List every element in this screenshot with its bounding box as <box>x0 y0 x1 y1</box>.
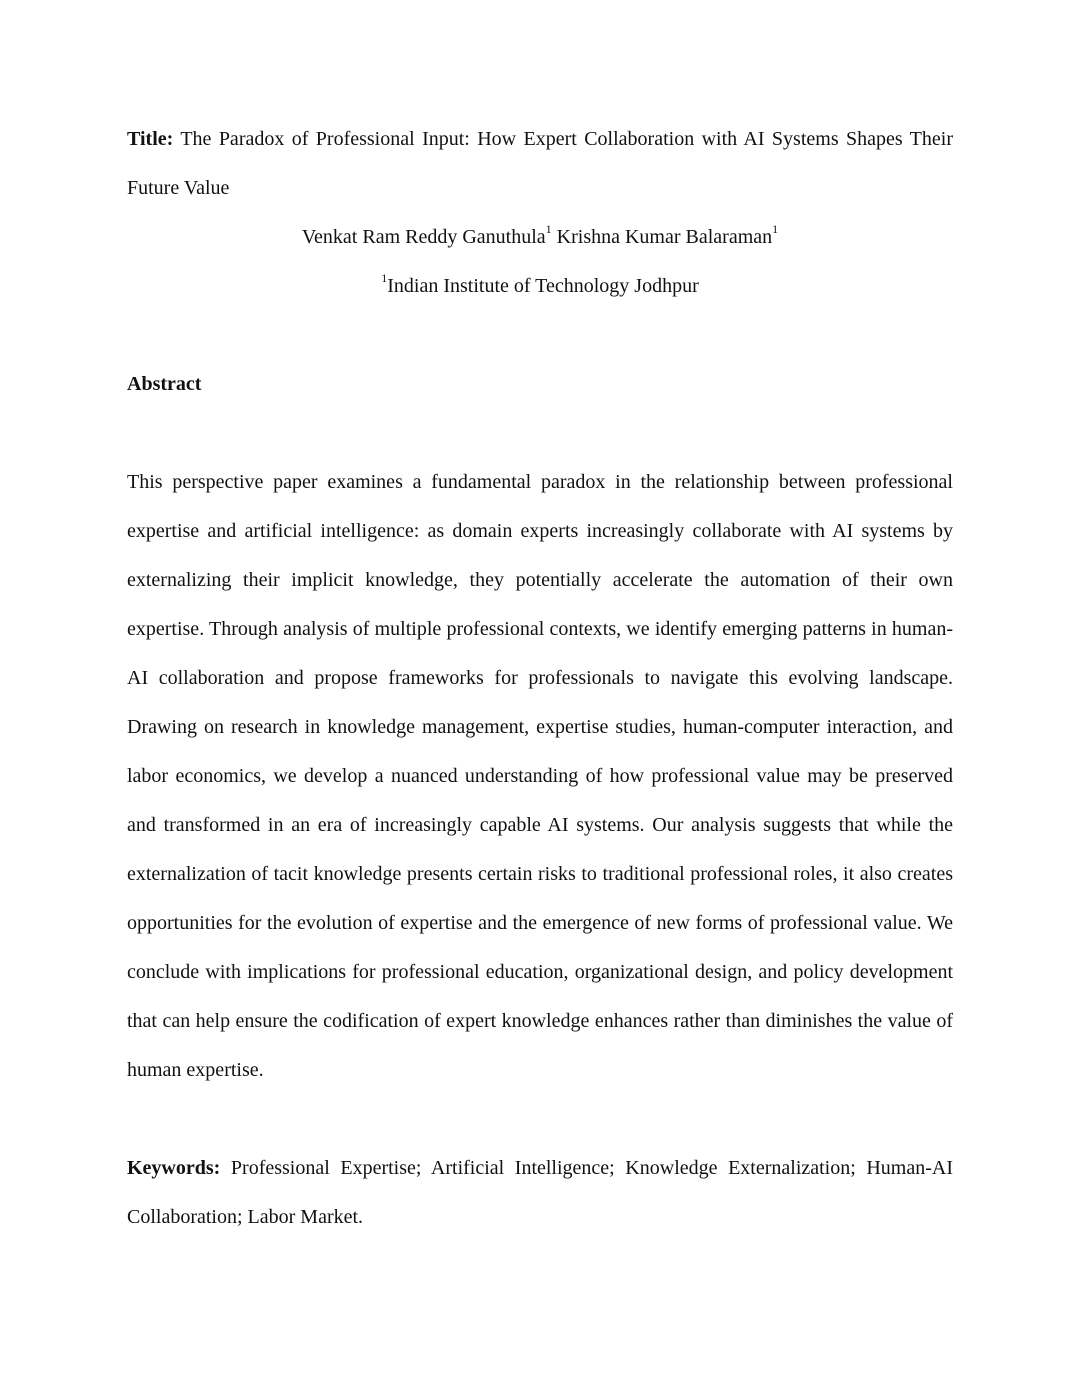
abstract-body: This perspective paper examines a fundamental paradox in the relationship between professional expertise and artificial intelligence: as domain experts increasingly collaborate with AI systems by externalizing their implicit knowledge, they potentially accelerate the automation of their own expertise. Through analysis of multiple professional contexts, we identify emerging patterns in human-AI collaboration and propose frameworks for professionals to navigate this evolving landscape. Drawing on research in knowledge management, expertise studies, human-computer interaction, and labor economics, we develop a nuanced understanding of how professional value may be preserved and transformed in an era of increasingly capable AI systems. Our analysis suggests that while the externalization of tacit knowledge presents certain risks to traditional professional roles, it also creates opportunities for the evolution of expertise and the emergence of new forms of professional value. We conclude with implications for professional education, organizational design, and policy development that can help ensure the codification of expert knowledge enhances rather than diminishes the value of human expertise. <box>127 471 953 1081</box>
spacer <box>127 311 953 360</box>
paper-page <box>127 115 953 1242</box>
affiliation-name: Indian Institute of Technology Jodhpur <box>387 275 699 297</box>
affiliation-mark: 1 <box>381 271 388 286</box>
author-affiliation-mark: 1 <box>772 222 779 237</box>
spacer <box>127 1095 953 1144</box>
keywords-label: Keywords: <box>127 1157 221 1179</box>
keywords-text: Professional Expertise; Artificial Intelligence; Knowledge Externalization; Human-AI Collaboration; Labor Market. <box>127 1157 954 1228</box>
author-affiliation-mark: 1 <box>545 222 552 237</box>
author-name: Krishna Kumar Balaraman <box>556 226 773 248</box>
abstract-heading: Abstract <box>127 373 202 395</box>
spacer <box>127 409 953 458</box>
paper-title <box>127 115 953 213</box>
title-label: Title: <box>127 128 174 150</box>
keywords <box>127 1144 953 1242</box>
author-name: Venkat Ram Reddy Ganuthula <box>301 226 546 248</box>
author-line <box>127 213 953 262</box>
title-text: The Paradox of Professional Input: How Expert Collaboration with AI Systems Shapes Their Future Value <box>127 128 953 199</box>
affiliation-line <box>127 262 953 311</box>
